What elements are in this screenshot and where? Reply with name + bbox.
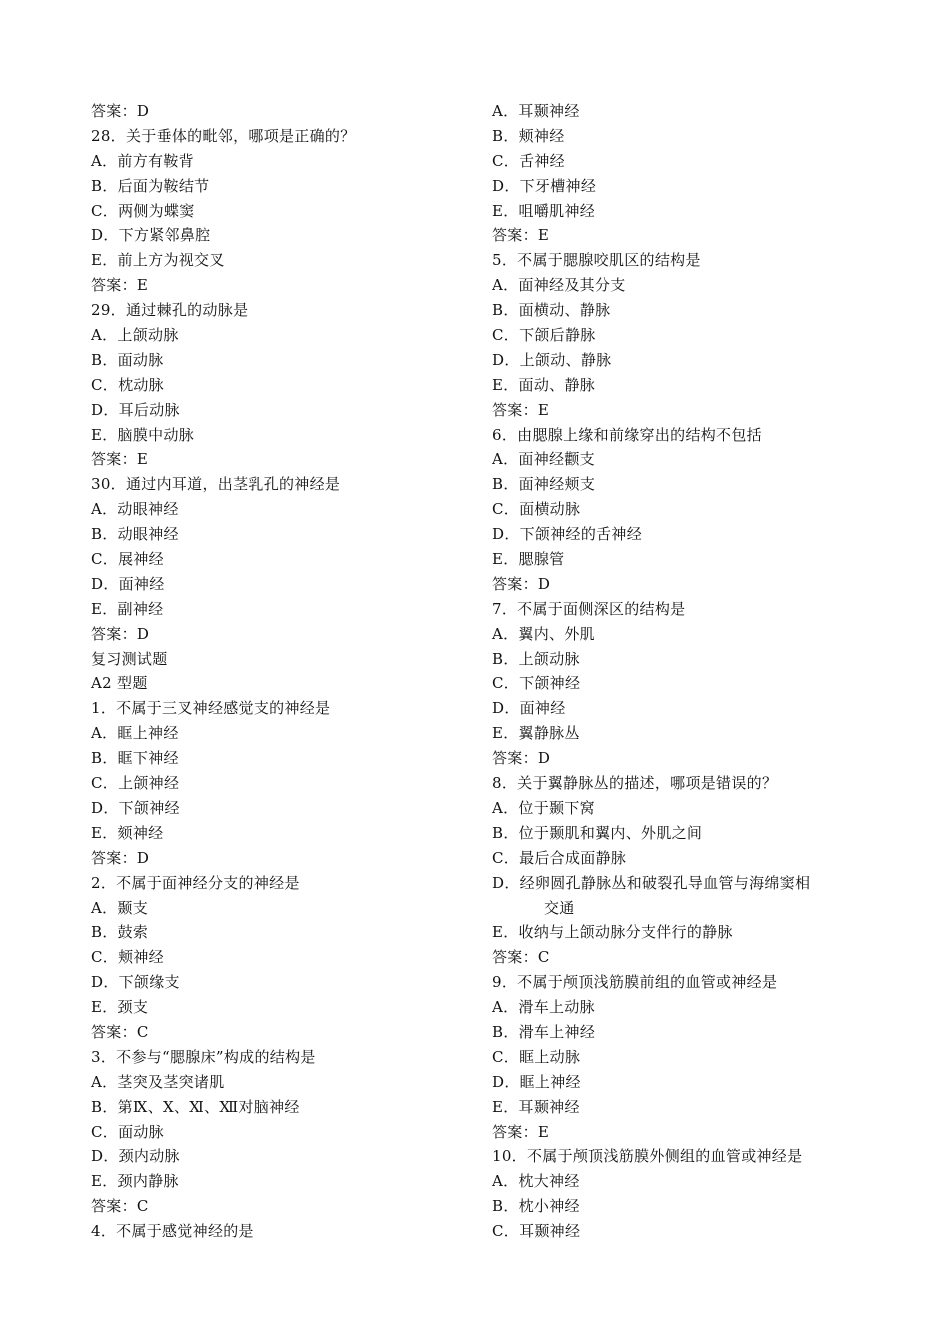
text-line: A．面神经颧支	[492, 450, 595, 469]
text-line: 5．不属于腮腺咬肌区的结构是	[492, 251, 701, 270]
text-line: A．滑车上动脉	[492, 998, 595, 1017]
text-line: B．鼓索	[91, 923, 149, 942]
text-line: 28．关于垂体的毗邻，哪项是正确的？	[91, 126, 356, 145]
text-line: A．耳颞神经	[492, 102, 580, 120]
text-line: D．眶上神经	[492, 1072, 581, 1091]
text-line: A．翼内、外肌	[492, 624, 595, 643]
text-line: C．舌神经	[492, 151, 565, 170]
text-line: A．眶上神经	[91, 724, 179, 743]
text-line: 答案：C	[492, 948, 550, 967]
text-line: E．脑膜中动脉	[91, 425, 195, 444]
text-line: C．颊神经	[91, 948, 164, 967]
text-line: 答案：E	[91, 450, 149, 469]
text-line: B．上颌动脉	[492, 649, 580, 668]
text-line: 答案：E	[492, 1122, 550, 1141]
text-line: E．颏神经	[91, 823, 164, 842]
text-line: 7．不属于面侧深区的结构是	[492, 599, 686, 618]
text-line: E．腮腺管	[492, 550, 565, 569]
text-line: 30．通过内耳道，出茎乳孔的神经是	[91, 475, 341, 494]
text-line: B．位于颞肌和翼内、外肌之间	[492, 823, 703, 842]
text-line: E．咀嚼肌神经	[492, 201, 596, 220]
text-line: D．下颌神经的舌神经	[492, 525, 643, 544]
text-line: 答案：E	[91, 276, 149, 295]
text-line: E．耳颞神经	[492, 1097, 580, 1116]
text-line: D．上颌动、静脉	[492, 350, 612, 369]
text-line: D．颈内动脉	[91, 1147, 180, 1166]
text-line: B．面动脉	[91, 350, 164, 369]
text-line: E．面动、静脉	[492, 375, 596, 394]
text-line: C．面动脉	[91, 1122, 164, 1141]
text-line: 答案：D	[492, 574, 551, 593]
text-line: 8．关于翼静脉丛的描述，哪项是错误的？	[492, 774, 778, 793]
text-line: 10．不属于颅顶浅筋膜外侧组的血管或神经是	[492, 1147, 803, 1166]
text-line: E．副神经	[91, 599, 164, 618]
text-line: 答案：C	[91, 1197, 149, 1216]
text-line: A．前方有鞍背	[91, 151, 194, 170]
left-column	[91, 99, 471, 1244]
text-line: D．面神经	[492, 699, 566, 718]
text-line: B．后面为鞍结节	[91, 176, 210, 195]
text-line: 4．不属于感觉神经的是	[91, 1222, 254, 1241]
text-line: B．面神经颊支	[492, 475, 596, 494]
right-column	[492, 99, 912, 1244]
text-line: B．动眼神经	[91, 525, 179, 544]
text-line: B．眶下神经	[91, 749, 179, 768]
text-line: D．下方紧邻鼻腔	[91, 226, 211, 245]
text-line: 答案：E	[492, 226, 550, 245]
text-line: C．最后合成面静脉	[492, 848, 627, 867]
text-line: A．位于颞下窝	[492, 798, 595, 817]
text-line: A．上颌动脉	[91, 326, 179, 345]
text-line: E．翼静脉丛	[492, 724, 580, 743]
text-line: C．展神经	[91, 550, 164, 569]
text-line: E．颈内静脉	[91, 1172, 179, 1191]
text-line: C．眶上动脉	[492, 1047, 581, 1066]
text-line: E．收纳与上颌动脉分支伴行的静脉	[492, 923, 733, 942]
text-line: 答案：E	[492, 400, 550, 419]
text-line: C．面横动脉	[492, 500, 581, 519]
text-line: B．第Ⅸ、Ⅹ、Ⅺ、Ⅻ对脑神经	[91, 1097, 300, 1116]
text-line: B．枕小神经	[492, 1197, 580, 1216]
text-line: B．滑车上神经	[492, 1022, 596, 1041]
text-line: A．茎突及茎突诸肌	[91, 1072, 225, 1091]
text-line: 29．通过棘孔的动脉是	[91, 301, 249, 320]
text-line: C．下颌后静脉	[492, 326, 596, 345]
text-line: A2 型题	[91, 674, 148, 693]
text-line: D．下颌神经	[91, 798, 180, 817]
text-line: D．经卵圆孔静脉丛和破裂孔导血管与海绵窦相	[492, 873, 811, 892]
text-line: 2．不属于面神经分支的神经是	[91, 873, 300, 892]
text-line: C．两侧为蝶窦	[91, 201, 195, 220]
text-line: D．面神经	[91, 574, 165, 593]
text-line: 答案：D	[492, 749, 551, 768]
text-line: 3．不参与“腮腺床”构成的结构是	[91, 1047, 316, 1066]
text-line: 复习测试题	[91, 649, 168, 668]
text-line: C．下颌神经	[492, 674, 581, 693]
text-line: C．枕动脉	[91, 375, 164, 394]
text-line: A．动眼神经	[91, 500, 179, 519]
text-line: 答案：C	[91, 1022, 149, 1041]
text-line: E．颈支	[91, 998, 149, 1017]
text-line: B．面横动、静脉	[492, 301, 611, 320]
text-line: B．颊神经	[492, 126, 565, 145]
text-line: C．上颌神经	[91, 774, 180, 793]
text-line: 答案：D	[91, 102, 150, 120]
text-line: A．枕大神经	[492, 1172, 580, 1191]
text-line: C．耳颞神经	[492, 1222, 581, 1241]
text-line: D．下颌缘支	[91, 973, 180, 992]
text-line: 答案：D	[91, 624, 150, 643]
text-line: 交通	[544, 898, 575, 917]
text-line: 1．不属于三叉神经感觉支的神经是	[91, 699, 331, 718]
text-line: A．面神经及其分支	[492, 276, 626, 295]
text-line: A．颞支	[91, 898, 149, 917]
text-line: 9．不属于颅顶浅筋膜前组的血管或神经是	[492, 973, 778, 992]
text-line: D．耳后动脉	[91, 400, 180, 419]
text-line: 答案：D	[91, 848, 150, 867]
text-line: D．下牙槽神经	[492, 176, 597, 195]
text-line: E．前上方为视交叉	[91, 251, 225, 270]
text-line: 6．由腮腺上缘和前缘穿出的结构不包括	[492, 425, 762, 444]
